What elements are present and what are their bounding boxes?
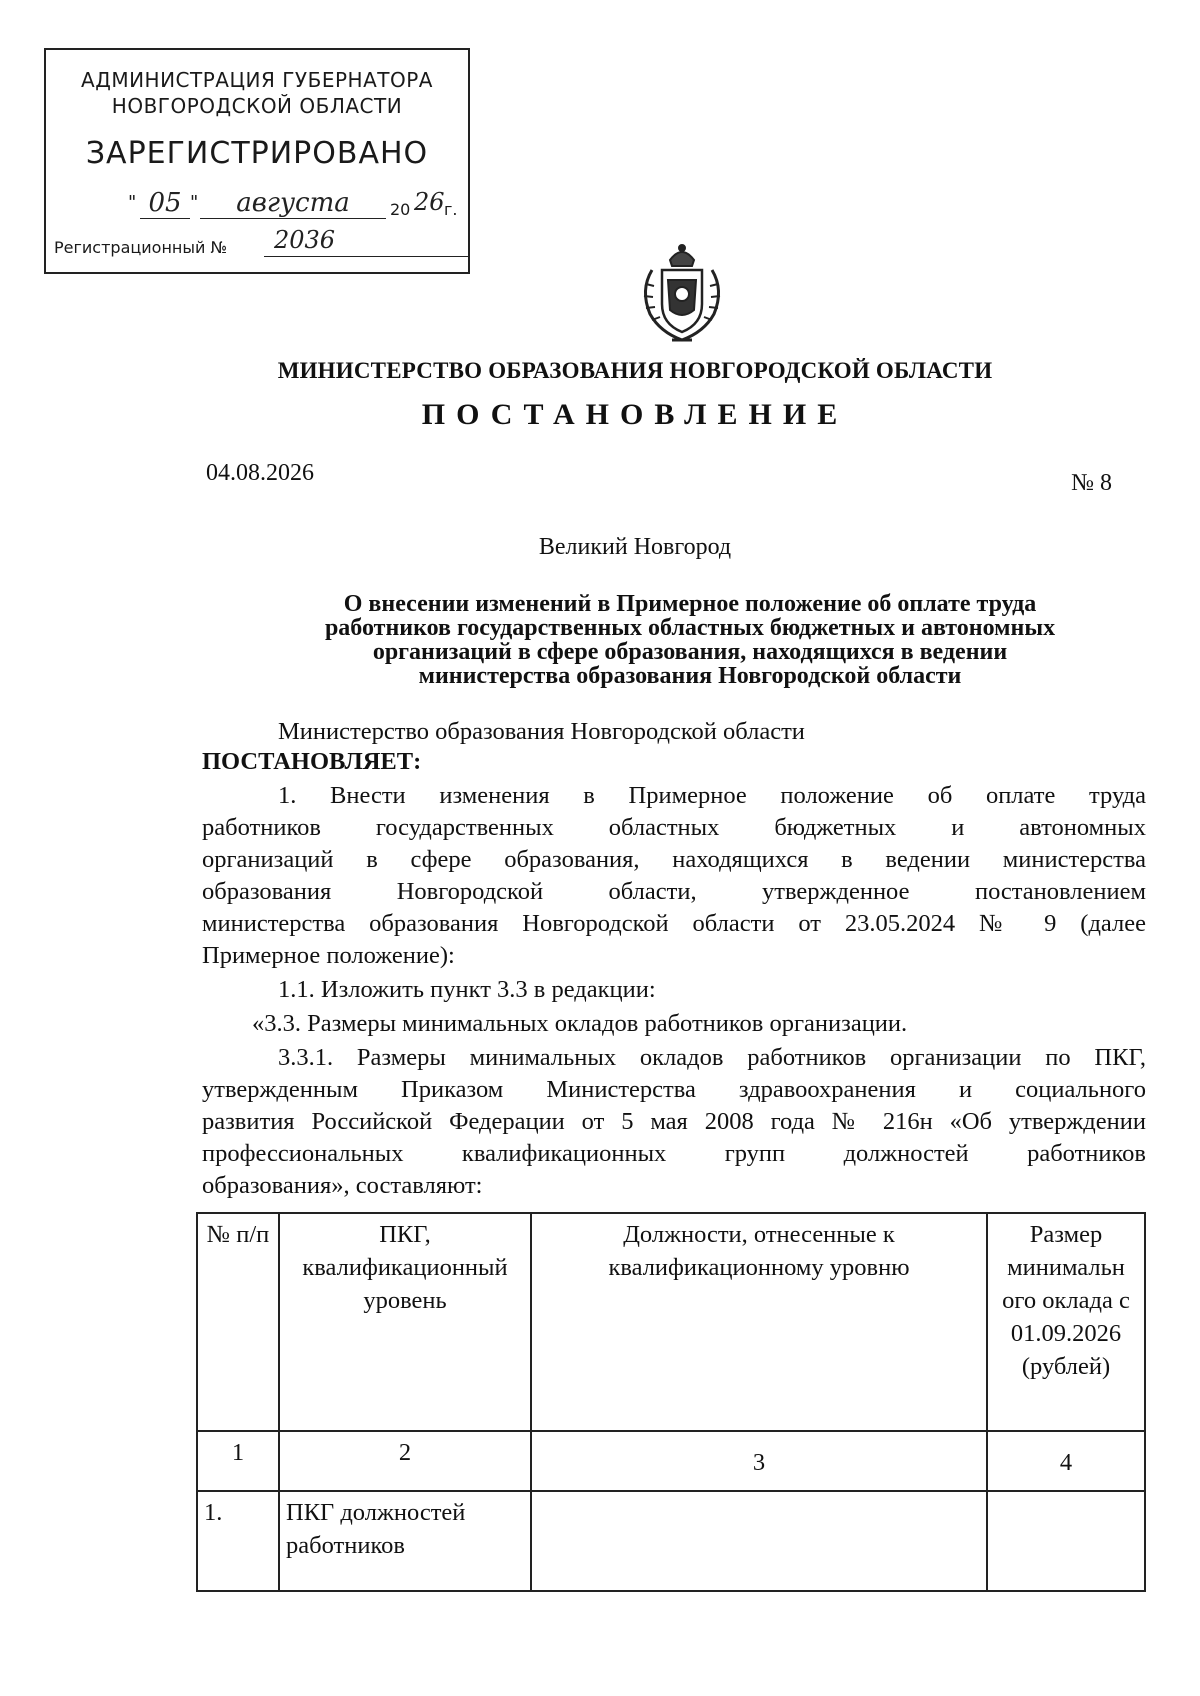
item1-line: Примерное положение): [202,942,455,969]
stamp-organization-line1: АДМИНИСТРАЦИЯ ГУБЕРНАТОРА [81,68,433,92]
document-city: Великий Новгород [538,534,732,560]
column-number-cell: 4 [987,1431,1145,1491]
table-column-numbers-row [197,1431,1145,1491]
stamp-registration-line [54,226,454,260]
item1-line: организаций в сфере образования, находящихся в ведении министерства [202,846,1146,873]
stamp-reg-number: 2036 [264,226,470,257]
item331-line: развития Российской Федерации от 5 мая 2008 года № 216н «Об утверждении [202,1108,1146,1135]
header-cell-positions: Должности, отнесенные к квалификационному уровню [531,1213,987,1431]
stamp-year-suffix: г. [444,200,458,219]
stamp-reg-label: Регистрационный № [54,238,228,257]
subject-line: министерства образования Новгородской области [418,663,962,689]
header-cell-salary: Размер минимальн ого оклада с 01.09.2026 (рублей) [987,1213,1145,1431]
document-type: ПОСТАНОВЛЕНИЕ [421,398,849,431]
item11-paragraph: 1.1. Изложить пункт 3.3 в редакции: [278,976,656,1003]
item33-paragraph: «3.3. Размеры минимальных окладов работников организации. [252,1010,908,1037]
stamp-status: ЗАРЕГИСТРИРОВАНО [85,136,429,171]
header-cell-number: № п/п [197,1213,279,1431]
stamp-year-handwritten: 26 [414,188,445,216]
row-positions-cell [531,1491,987,1591]
subject-line: организаций в сфере образования, находящихся в ведении [372,639,1008,665]
stamp-organization-line2: НОВГОРОДСКОЙ ОБЛАСТИ [111,94,403,118]
item1-line: министерства образования Новгородской области от 23.05.2024 № 9 (далее [202,910,1146,937]
document-subject [240,592,1140,688]
column-number-cell: 1 [197,1431,279,1491]
quote-mark: " [128,192,137,213]
stamp-date-line [72,188,458,224]
table-header-row [197,1213,1145,1431]
header-cell-pkg: ПКГ, квалификационный уровень [279,1213,531,1431]
item1-line: образования Новгородской области, утвержденное постановлением [202,878,1146,905]
resolves-heading: ПОСТАНОВЛЯЕТ: [202,748,422,775]
subject-line: О внесении изменений в Примерное положение об оплате труда [343,591,1037,617]
item331-line: образования», составляют: [202,1172,483,1199]
item1-line: 1. Внести изменения в Примерное положение об оплате труда [278,782,1146,809]
item331-line: утвержденным Приказом Министерства здравоохранения и социального [202,1076,1146,1103]
row-pkg-cell: ПКГ должностей работников [279,1491,531,1591]
item331-line: 3.3.1. Размеры минимальных окладов работников организации по ПКГ, [278,1044,1146,1071]
stamp-day: 05 [140,188,190,219]
registration-stamp [44,48,470,274]
subject-line: работников государственных областных бюджетных и автономных [324,615,1056,641]
coat-of-arms-icon [632,240,732,348]
quote-mark: " [190,192,199,213]
row-salary-cell [987,1491,1145,1591]
item331-line: профессиональных квалификационных групп должностей работников [202,1140,1146,1167]
stamp-year-prefix: 20 [390,200,411,219]
intro-paragraph: Министерство образования Новгородской области [278,718,805,745]
ministry-title: МИНИСТЕРСТВО ОБРАЗОВАНИЯ НОВГОРОДСКОЙ ОБЛАСТИ [277,358,993,383]
column-number-cell: 2 [279,1431,531,1491]
column-number-cell: 3 [531,1431,987,1491]
document-date: 04.08.2026 [206,460,314,486]
row-number-cell: 1. [197,1491,279,1591]
stamp-month: августа [200,188,386,219]
item1-line: работников государственных областных бюджетных и автономных [202,814,1146,841]
document-number: № 8 [1071,470,1112,496]
table-row [197,1491,1145,1591]
salary-table [196,1212,1146,1592]
